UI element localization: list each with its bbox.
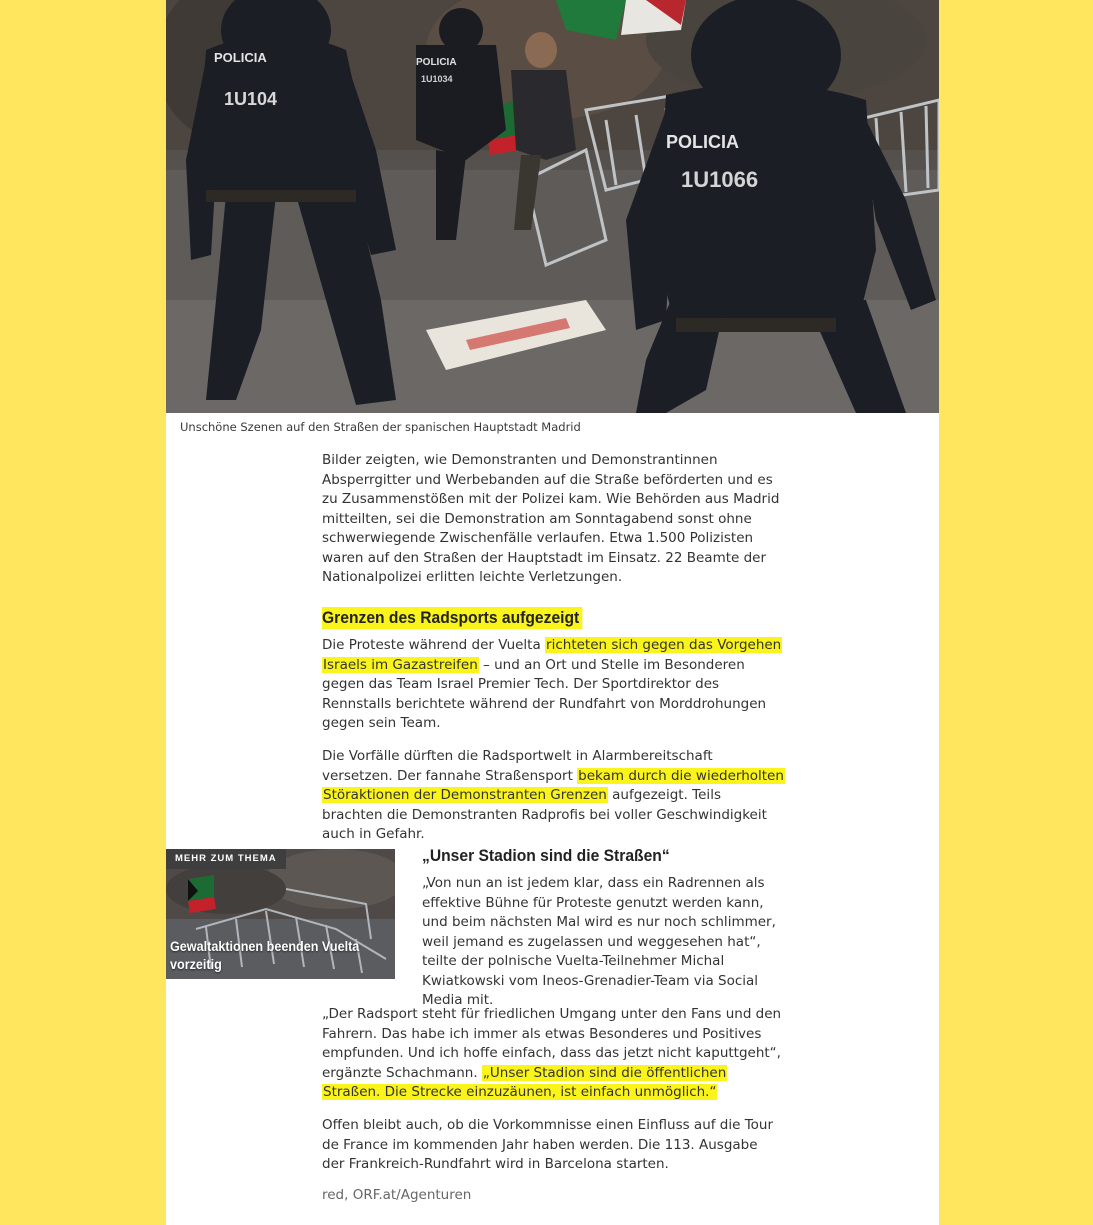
- related-title[interactable]: Gewaltaktionen beenden Vuelta vorzeitig: [170, 938, 360, 972]
- highlight-stadion: „Unser Stadion sind die öffentlichen Straßen. Die Strecke einzuzäunen, ist einfach unmöglich.“: [323, 1064, 727, 1100]
- paragraph-kwiatkowski: „Von nun an ist jedem klar, dass ein Radrennen als effektive Bühne für Proteste genutzt werden kann, und beim nächsten Mal wird es nur noch schlimmer, weil jemand es zugelassen und weggesehen hat“, teilte der polnische Vuelta-Teilnehmer Michal Kwiatkowski vom Ineos-Grenadier-Team via Social Media mit.: [422, 875, 776, 1008]
- photo-caption: Unschöne Szenen auf den Straßen der spanischen Hauptstadt Madrid: [180, 420, 581, 434]
- related-badge: MEHR ZUM THEMA: [166, 849, 286, 869]
- paragraph-schachmann: „Der Radsport steht für friedlichen Umgang unter den Fans und den Fahrern. Das habe ich immer als etwas Besonderes und Positives empfunden. Und ich hoffe einfach, dass das jetzt nicht kaputtgeht“, ergänzte Schachmann. „Unser Stadion sind die öffentlichen Straßen. Die Strecke einzuzäunen, ist einfach unmöglich.“: [322, 1006, 782, 1100]
- officer-right-label: POLICIA: [666, 132, 740, 152]
- article-page: [166, 0, 939, 1225]
- officer-right-number: 1U1066: [681, 167, 759, 192]
- paragraph-proteste: Die Proteste während der Vuelta richteten sich gegen das Vorgehen Israels im Gazastreifen – und an Ort und Stelle im Besonderen gegen das Team Israel Premier Tech. Der Sportdirektor des Rennstalls berichtete während der Rundfahrt von Morddrohungen gegen sein Team.: [322, 637, 782, 731]
- quote-heading: „Unser Stadion sind die Straßen“: [422, 846, 670, 865]
- paragraph-tour-de-france: Offen bleibt auch, ob die Vorkommnisse einen Einfluss auf die Tour de France im kommenden Jahr haben werden. Die 113. Ausgabe der Frankreich-Rundfahrt wird in Barcelona starten.: [322, 1117, 774, 1172]
- officer-left-number: 1U104: [224, 89, 278, 109]
- officer-left-label: POLICIA: [214, 50, 267, 65]
- officer-mid-number: 1U1034: [421, 74, 453, 84]
- intro-paragraph: Bilder zeigten, wie Demonstranten und Demonstrantinnen Absperrgitter und Werbebanden auf die Straße beförderten und es zu Zusammenstößen mit der Polizei kam. Wie Behörden aus Madrid mitteilten, sei die Demonstration am Sonntagabend sonst ohne schwerwiegende Zwischenfälle verlaufen. Etwa 1.500 Polizisten waren auf den Straßen der Hauptstadt im Einsatz. 22 Beamte der Nationalpolizei erlitten leichte Verletzungen.: [322, 452, 780, 585]
- hero-photo: [166, 0, 939, 413]
- paragraph-vorfaelle: Die Vorfälle dürften die Radsportwelt in Alarmbereitschaft versetzen. Der fannahe Straßensport bekam durch die wiederholten Störaktionen der Demonstranten Grenzen aufgezeigt. Teils brachten die Demonstranten Radprofis bei voller Geschwindigkeit auch in Gefahr.: [322, 748, 784, 842]
- highlight-gaza: richteten sich gegen das Vorgehen Israels im Gazastreifen: [323, 637, 782, 673]
- section-heading: Grenzen des Radsports aufgezeigt: [322, 608, 582, 628]
- source-credit: red, ORF.at/Agenturen: [322, 1187, 472, 1203]
- related-article-teaser[interactable]: [166, 849, 395, 979]
- officer-mid-label: POLICIA: [416, 57, 457, 68]
- highlight-grenzen: bekam durch die wiederholten Störaktionen der Demonstranten Grenzen: [323, 767, 784, 803]
